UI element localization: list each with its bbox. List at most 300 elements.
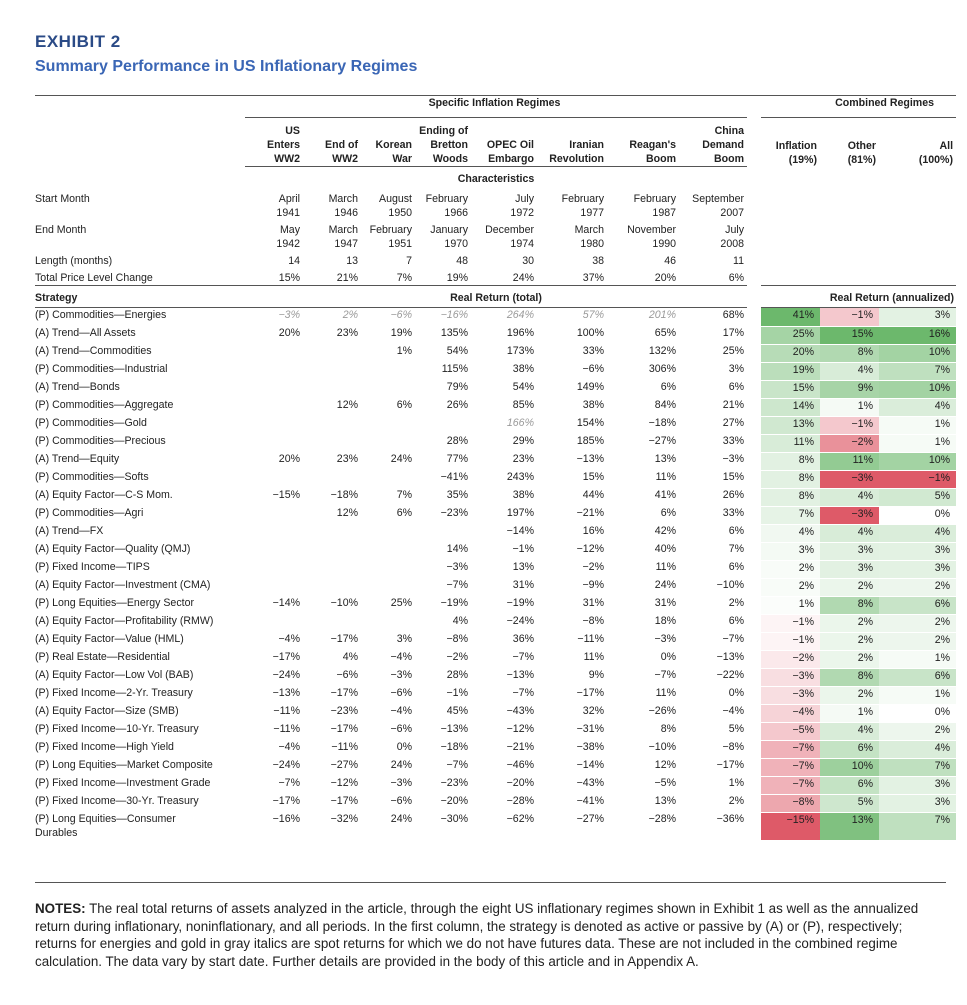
characteristic-value bbox=[607, 189, 679, 220]
return-cell bbox=[303, 776, 361, 794]
combined-return-value: 2% bbox=[798, 579, 814, 592]
combined-return-value: 14% bbox=[792, 399, 814, 412]
return-value: 32% bbox=[582, 705, 604, 717]
return-cell bbox=[303, 506, 361, 524]
combined-return-value: 1% bbox=[934, 417, 951, 430]
combined-return-cell bbox=[879, 488, 956, 506]
combined-return-cell bbox=[820, 722, 879, 740]
combined-return-value: 2% bbox=[857, 633, 873, 646]
return-value: 3% bbox=[396, 633, 412, 645]
return-cell bbox=[471, 380, 537, 398]
blank-cell bbox=[747, 794, 761, 812]
return-cell bbox=[361, 380, 415, 398]
characteristic-value bbox=[607, 251, 679, 268]
combined-return-value: 8% bbox=[798, 489, 814, 502]
strategy-name bbox=[35, 632, 245, 650]
combined-return-value: 1% bbox=[798, 597, 814, 610]
combined-return-cell bbox=[820, 578, 879, 596]
combined-return-cell bbox=[761, 380, 820, 398]
strategy-header-label: Strategy bbox=[35, 292, 78, 304]
notes-label: NOTES: bbox=[35, 901, 86, 916]
return-cell bbox=[679, 524, 747, 542]
strategy-row bbox=[35, 470, 956, 488]
combined-return-value: 3% bbox=[934, 561, 951, 574]
regime-header-line: Korean bbox=[375, 139, 412, 151]
return-cell bbox=[361, 740, 415, 758]
return-value: 306% bbox=[648, 363, 676, 375]
blank-cell bbox=[747, 686, 761, 704]
combined-return-cell bbox=[761, 686, 820, 704]
return-value: −8% bbox=[722, 741, 744, 753]
strategy-row bbox=[35, 308, 956, 327]
strategy-name-text: (P) Fixed Income—10-Yr. Treasury bbox=[35, 723, 199, 735]
return-value: 79% bbox=[446, 381, 468, 393]
return-cell bbox=[679, 380, 747, 398]
characteristic-value-line: February bbox=[425, 193, 468, 205]
return-cell bbox=[303, 344, 361, 362]
characteristic-value-line: 1977 bbox=[580, 207, 604, 219]
exhibit-title: Summary Performance in US Inflationary Regimes bbox=[35, 58, 418, 75]
real-return-total-label: Real Return (total) bbox=[450, 292, 542, 304]
return-cell bbox=[471, 668, 537, 686]
return-value: −41% bbox=[576, 795, 604, 807]
return-value: −46% bbox=[506, 759, 534, 771]
combined-return-cell bbox=[761, 668, 820, 686]
return-value: 0% bbox=[660, 651, 676, 663]
characteristic-value-line: 1974 bbox=[510, 238, 534, 250]
return-value: −20% bbox=[506, 777, 534, 789]
combined-return-cell bbox=[761, 560, 820, 578]
return-cell bbox=[607, 560, 679, 578]
return-value: −24% bbox=[506, 615, 534, 627]
combined-return-cell bbox=[820, 596, 879, 614]
return-value: 12% bbox=[654, 759, 676, 771]
blank-cell bbox=[747, 668, 761, 686]
blank-cell bbox=[747, 470, 761, 488]
strategy-row bbox=[35, 326, 956, 344]
strategy-row bbox=[35, 596, 956, 614]
return-cell bbox=[679, 308, 747, 327]
return-value: 44% bbox=[582, 489, 604, 501]
characteristic-value-line: February bbox=[369, 224, 412, 236]
return-cell bbox=[537, 524, 607, 542]
blank-cell bbox=[747, 286, 761, 308]
return-value: −17% bbox=[272, 795, 300, 807]
return-cell bbox=[415, 686, 471, 704]
combined-return-cell bbox=[879, 686, 956, 704]
return-cell bbox=[303, 308, 361, 327]
regime-header-line: Woods bbox=[432, 153, 468, 165]
return-cell bbox=[245, 812, 303, 840]
return-value: −27% bbox=[330, 759, 358, 771]
characteristic-value bbox=[303, 251, 361, 268]
return-value: −4% bbox=[278, 741, 300, 753]
return-cell bbox=[361, 668, 415, 686]
blank-cell bbox=[747, 380, 761, 398]
strategy-name bbox=[35, 686, 245, 704]
combined-return-value: 10% bbox=[928, 345, 951, 358]
return-cell bbox=[303, 470, 361, 488]
combined-header-line: Other bbox=[847, 139, 876, 152]
return-value: −23% bbox=[440, 507, 468, 519]
strategy-name bbox=[35, 362, 245, 380]
combined-header bbox=[820, 118, 879, 167]
combined-return-cell bbox=[761, 812, 820, 840]
strategy-name-text: (A) Equity Factor—Investment (CMA) bbox=[35, 579, 211, 591]
return-value: 25% bbox=[722, 345, 744, 357]
characteristic-value bbox=[537, 268, 607, 286]
combined-return-cell bbox=[761, 452, 820, 470]
combined-return-cell bbox=[879, 452, 956, 470]
combined-return-cell bbox=[820, 632, 879, 650]
characteristic-value bbox=[537, 220, 607, 251]
return-cell bbox=[679, 560, 747, 578]
combined-return-value: 4% bbox=[857, 525, 873, 538]
characteristic-value-line: 7 bbox=[406, 255, 412, 267]
return-value: −7% bbox=[654, 669, 676, 681]
strategy-row bbox=[35, 452, 956, 470]
strategy-name-text: (P) Fixed Income—2-Yr. Treasury bbox=[35, 687, 193, 699]
return-cell bbox=[537, 758, 607, 776]
return-cell bbox=[537, 398, 607, 416]
blank-cell bbox=[747, 650, 761, 668]
return-cell bbox=[679, 614, 747, 632]
return-cell bbox=[415, 344, 471, 362]
strategy-name-text: (A) Equity Factor—Value (HML) bbox=[35, 633, 184, 645]
return-cell bbox=[537, 614, 607, 632]
return-cell bbox=[361, 794, 415, 812]
blank-cell bbox=[747, 560, 761, 578]
return-cell bbox=[415, 704, 471, 722]
return-cell bbox=[679, 776, 747, 794]
combined-return-value: 8% bbox=[857, 597, 873, 610]
strategy-name bbox=[35, 704, 245, 722]
return-cell bbox=[471, 740, 537, 758]
characteristic-value-line: 46 bbox=[664, 255, 676, 267]
combined-return-cell bbox=[879, 362, 956, 380]
return-value: 11% bbox=[583, 651, 604, 663]
blank-cell bbox=[747, 452, 761, 470]
return-value: −26% bbox=[648, 705, 676, 717]
combined-return-value: 7% bbox=[934, 363, 951, 376]
return-cell bbox=[245, 578, 303, 596]
characteristic-value bbox=[415, 268, 471, 286]
combined-return-cell bbox=[820, 614, 879, 632]
combined-return-cell bbox=[820, 668, 879, 686]
return-value: 31% bbox=[512, 579, 534, 591]
characteristic-value-line: 13 bbox=[346, 255, 358, 267]
combined-return-value: 7% bbox=[798, 507, 814, 520]
return-cell bbox=[303, 758, 361, 776]
combined-return-cell bbox=[879, 722, 956, 740]
characteristic-value-line: November bbox=[627, 224, 676, 236]
return-value: −24% bbox=[272, 669, 300, 681]
combined-return-value: −3% bbox=[792, 687, 814, 700]
return-value: 12% bbox=[336, 399, 358, 411]
return-cell bbox=[471, 776, 537, 794]
combined-return-value: 2% bbox=[798, 561, 814, 574]
return-cell bbox=[607, 722, 679, 740]
strategy-name bbox=[35, 506, 245, 524]
return-value: 21% bbox=[722, 399, 744, 411]
strategy-name bbox=[35, 308, 245, 327]
combined-return-value: 2% bbox=[934, 633, 951, 646]
return-value: −18% bbox=[648, 417, 676, 429]
return-cell bbox=[245, 380, 303, 398]
return-cell bbox=[361, 560, 415, 578]
return-cell bbox=[537, 308, 607, 327]
combined-return-cell bbox=[820, 758, 879, 776]
return-cell bbox=[245, 722, 303, 740]
notes-text: The real total returns of assets analyzed in the article, through the eight US inflationary regimes shown in Exhibit 1 as well as the annualized return during inflationary, noninflationary, and all periods. In the first column, the strategy is denoted as active or passive by (A) or (P), respectively; returns for energies and gold in gray italics are spot returns for which we do not have futures data. These are not included in the combined regime calculation. The data vary by start date. Further details are provided in the body of this article and in Appendix A. bbox=[35, 901, 919, 969]
return-cell bbox=[607, 506, 679, 524]
return-cell bbox=[415, 326, 471, 344]
regime-header bbox=[303, 118, 361, 167]
performance-table bbox=[35, 95, 956, 841]
strategy-row bbox=[35, 776, 956, 794]
combined-return-cell bbox=[879, 812, 956, 840]
return-cell bbox=[471, 398, 537, 416]
return-value: 28% bbox=[446, 435, 468, 447]
strategy-name bbox=[35, 380, 245, 398]
return-value: −2% bbox=[582, 561, 604, 573]
return-value: −17% bbox=[330, 795, 358, 807]
characteristic-value bbox=[245, 268, 303, 286]
combined-return-cell bbox=[879, 326, 956, 344]
characteristic-label bbox=[35, 189, 245, 220]
return-cell bbox=[607, 632, 679, 650]
return-cell bbox=[607, 668, 679, 686]
regime-header-line: Enters bbox=[267, 139, 300, 151]
return-cell bbox=[471, 308, 537, 327]
return-value: −24% bbox=[272, 759, 300, 771]
strategy-name bbox=[35, 740, 245, 758]
return-value: 135% bbox=[440, 327, 468, 339]
return-cell bbox=[471, 326, 537, 344]
return-cell bbox=[607, 470, 679, 488]
characteristic-value-line: 1941 bbox=[276, 207, 300, 219]
return-value: −13% bbox=[716, 651, 744, 663]
return-value: −4% bbox=[390, 651, 412, 663]
return-value: −3% bbox=[390, 669, 412, 681]
strategy-row bbox=[35, 650, 956, 668]
strategy-name bbox=[35, 776, 245, 794]
combined-return-value: 3% bbox=[934, 543, 951, 556]
regime-header-line: OPEC Oil bbox=[486, 139, 534, 151]
combined-return-value: 10% bbox=[928, 381, 951, 394]
combined-return-cell bbox=[820, 740, 879, 758]
return-cell bbox=[679, 344, 747, 362]
return-value: −62% bbox=[506, 813, 534, 825]
combined-return-value: 4% bbox=[798, 525, 814, 538]
characteristic-label-text: Length (months) bbox=[35, 255, 113, 267]
combined-return-cell bbox=[761, 740, 820, 758]
return-value: −5% bbox=[654, 777, 676, 789]
characteristic-row bbox=[35, 268, 956, 286]
blank-cell bbox=[747, 96, 761, 118]
return-cell bbox=[245, 362, 303, 380]
return-cell bbox=[303, 686, 361, 704]
return-cell bbox=[471, 506, 537, 524]
characteristic-label-text: Total Price Level Change bbox=[35, 272, 153, 284]
return-value: −7% bbox=[446, 759, 468, 771]
return-value: −27% bbox=[648, 435, 676, 447]
return-value: −10% bbox=[330, 597, 358, 609]
combined-return-value: −1% bbox=[851, 417, 873, 430]
combined-header-line: (19%) bbox=[788, 153, 817, 166]
return-cell bbox=[415, 668, 471, 686]
return-value: −28% bbox=[506, 795, 534, 807]
combined-return-cell bbox=[820, 326, 879, 344]
return-cell bbox=[245, 542, 303, 560]
return-cell bbox=[537, 380, 607, 398]
return-cell bbox=[679, 650, 747, 668]
blank-cell bbox=[747, 704, 761, 722]
combined-return-cell bbox=[820, 560, 879, 578]
return-value: 68% bbox=[722, 309, 744, 321]
strategy-name bbox=[35, 794, 245, 812]
characteristic-value-line: 24% bbox=[512, 272, 534, 284]
blank-cell bbox=[747, 398, 761, 416]
return-value: 17% bbox=[722, 327, 744, 339]
return-value: 33% bbox=[582, 345, 604, 357]
characteristic-value-line: 1946 bbox=[334, 207, 358, 219]
return-cell bbox=[471, 470, 537, 488]
return-value: −27% bbox=[576, 813, 604, 825]
return-value: 5% bbox=[728, 723, 744, 735]
return-cell bbox=[303, 524, 361, 542]
return-value: −17% bbox=[330, 723, 358, 735]
return-cell bbox=[415, 524, 471, 542]
return-cell bbox=[361, 326, 415, 344]
combined-return-cell bbox=[820, 452, 879, 470]
combined-return-value: 41% bbox=[792, 309, 814, 321]
strategy-name-text: (P) Commodities—Precious bbox=[35, 435, 166, 447]
return-cell bbox=[607, 596, 679, 614]
return-value: 38% bbox=[512, 363, 534, 375]
return-value: −38% bbox=[576, 741, 604, 753]
return-cell bbox=[537, 704, 607, 722]
strategy-row bbox=[35, 380, 956, 398]
regime-header bbox=[415, 118, 471, 167]
characteristic-value-line: 7% bbox=[396, 272, 412, 284]
return-cell bbox=[537, 722, 607, 740]
return-cell bbox=[607, 614, 679, 632]
return-value: 57% bbox=[582, 309, 604, 321]
return-cell bbox=[361, 362, 415, 380]
return-cell bbox=[537, 632, 607, 650]
characteristic-value bbox=[303, 268, 361, 286]
return-value: 15% bbox=[722, 471, 744, 483]
characteristic-label bbox=[35, 268, 245, 286]
regime-header bbox=[245, 118, 303, 167]
combined-return-cell bbox=[761, 776, 820, 794]
real-return-total-header bbox=[245, 286, 747, 308]
return-value: −19% bbox=[506, 597, 534, 609]
characteristic-value-line: 38 bbox=[592, 255, 604, 267]
return-value: −13% bbox=[272, 687, 300, 699]
return-value: 25% bbox=[390, 597, 412, 609]
return-cell bbox=[361, 506, 415, 524]
return-value: −11% bbox=[577, 633, 604, 645]
return-cell bbox=[607, 794, 679, 812]
return-value: −13% bbox=[440, 723, 468, 735]
return-cell bbox=[607, 416, 679, 434]
characteristic-value-line: May bbox=[279, 224, 300, 236]
return-cell bbox=[679, 470, 747, 488]
return-value: −21% bbox=[576, 507, 604, 519]
strategy-row bbox=[35, 794, 956, 812]
return-cell bbox=[537, 740, 607, 758]
return-value: −16% bbox=[272, 813, 300, 825]
return-cell bbox=[679, 578, 747, 596]
return-value: 1% bbox=[728, 777, 744, 789]
return-value: 23% bbox=[512, 453, 534, 465]
return-value: 196% bbox=[506, 327, 534, 339]
combined-return-cell bbox=[879, 740, 956, 758]
return-value: −7% bbox=[278, 777, 300, 789]
return-value: −7% bbox=[722, 633, 744, 645]
return-cell bbox=[471, 794, 537, 812]
return-value: −8% bbox=[582, 615, 604, 627]
strategy-name bbox=[35, 542, 245, 560]
return-value: −13% bbox=[576, 453, 604, 465]
return-value: 18% bbox=[654, 615, 676, 627]
combined-return-cell bbox=[820, 794, 879, 812]
combined-return-cell bbox=[761, 650, 820, 668]
return-value: 3% bbox=[728, 363, 744, 375]
combined-return-cell bbox=[879, 398, 956, 416]
return-value: −7% bbox=[512, 651, 534, 663]
return-value: −17% bbox=[716, 759, 744, 771]
return-value: 29% bbox=[512, 435, 534, 447]
return-cell bbox=[679, 434, 747, 452]
blank-cell bbox=[747, 344, 761, 362]
return-cell bbox=[245, 668, 303, 686]
characteristic-value-line: 1990 bbox=[652, 238, 676, 250]
combined-return-cell bbox=[820, 308, 879, 327]
return-cell bbox=[471, 560, 537, 578]
return-value: 15% bbox=[582, 471, 604, 483]
combined-return-value: 3% bbox=[857, 543, 873, 556]
strategy-name-text: (P) Commodities—Softs bbox=[35, 471, 149, 483]
return-cell bbox=[415, 398, 471, 416]
return-cell bbox=[607, 452, 679, 470]
strategy-row bbox=[35, 524, 956, 542]
return-cell bbox=[415, 812, 471, 840]
return-cell bbox=[245, 434, 303, 452]
return-cell bbox=[245, 452, 303, 470]
group-specific bbox=[245, 96, 747, 118]
return-cell bbox=[607, 308, 679, 327]
group-combined bbox=[761, 96, 956, 118]
combined-return-cell bbox=[879, 596, 956, 614]
blank-cell bbox=[747, 542, 761, 560]
blank-cell bbox=[747, 614, 761, 632]
return-value: 23% bbox=[336, 327, 358, 339]
blank-cell bbox=[747, 776, 761, 794]
return-value: −10% bbox=[648, 741, 676, 753]
strategy-name bbox=[35, 416, 245, 434]
return-cell bbox=[471, 614, 537, 632]
blank-cell bbox=[747, 524, 761, 542]
combined-return-value: 6% bbox=[934, 597, 951, 610]
strategy-row bbox=[35, 578, 956, 596]
return-value: −6% bbox=[390, 309, 412, 321]
return-cell bbox=[415, 542, 471, 560]
combined-return-cell bbox=[879, 560, 956, 578]
strategy-name-text: (P) Fixed Income—TIPS bbox=[35, 561, 150, 573]
